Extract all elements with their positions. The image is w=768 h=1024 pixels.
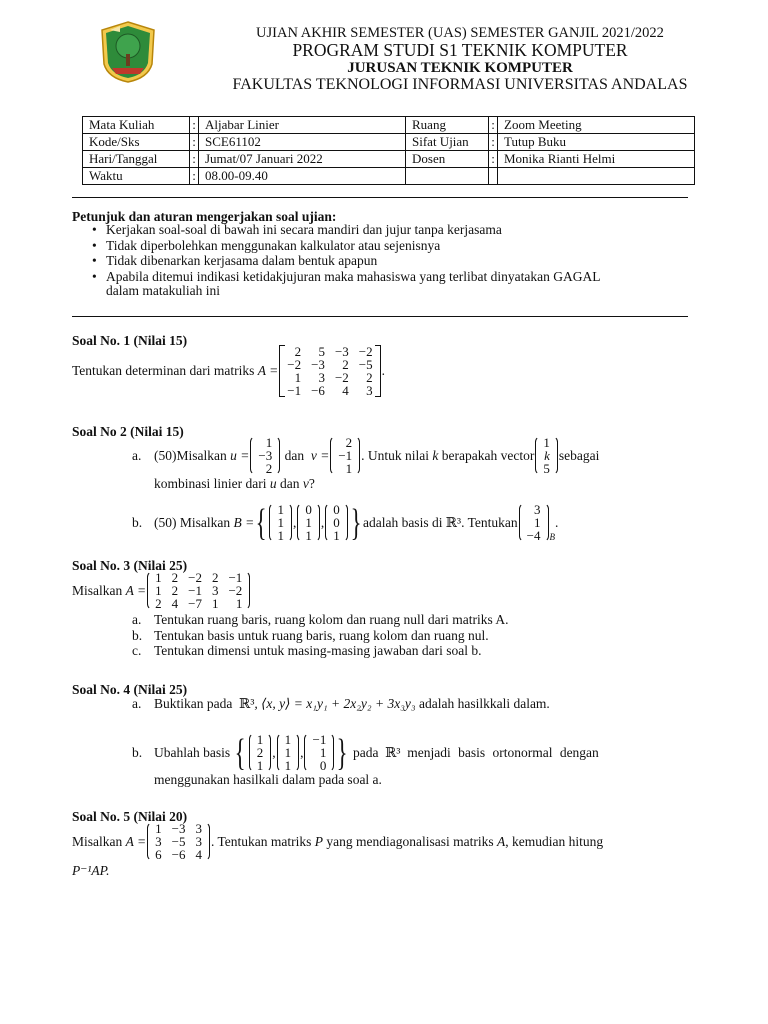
table-row (83, 134, 695, 151)
q3-item-text: Tentukan ruang baris, ruang kolom dan ruang null dari matriks A. (154, 612, 509, 627)
q4a-formula: , ⟨x, y⟩ = x₁y₁ + 2x₂y₂ + 3x₃y₃ (254, 696, 416, 711)
q2-u-var: u = (230, 447, 250, 463)
matrix-entry: 2 (342, 357, 349, 372)
q2-k: k (432, 447, 439, 463)
matrix-entry: −3 (171, 821, 186, 836)
info-value: Aljabar Linier (199, 117, 406, 134)
q4-R3: ℝ³ (239, 696, 255, 711)
vector-entry: 1 (543, 435, 550, 450)
vector-entry: −1 (338, 448, 353, 463)
vector-entry: 5 (543, 461, 550, 476)
matrix-entry: −6 (171, 847, 186, 862)
list-item: • Kerjakan soal-soal di bawah ini secara mandiri dan jujur tanpa kerjasama (92, 222, 601, 238)
matrix-entry: 2 (366, 370, 373, 385)
table-row (83, 168, 695, 185)
q2-b2 (297, 503, 320, 542)
rules-title: Petunjuk dan aturan mengerjakan soal ujian: (72, 209, 337, 224)
vector-entry: 1 (265, 435, 273, 450)
divider (72, 197, 688, 198)
course-info-table (82, 116, 695, 185)
program-title: PROGRAM STUDI S1 TEKNIK KOMPUTER (292, 40, 628, 60)
vector-entry: 1 (319, 745, 327, 760)
info-sep: : (489, 134, 498, 151)
q4a-label: a. (132, 696, 142, 711)
matrix-entry: 3 (155, 834, 162, 849)
info-value: Jumat/07 Januari 2022 (199, 151, 406, 168)
vector-entry: 0 (333, 502, 340, 517)
vector-entry: −4 (526, 528, 541, 543)
matrix-entry: −1 (188, 583, 202, 598)
info-sep: : (190, 134, 199, 151)
q3-item-label: b. (132, 627, 143, 643)
matrix-entry: 6 (155, 847, 162, 862)
matrix-entry: −1 (228, 570, 243, 585)
list-item: • Apabila ditemui indikasi ketidakjujuran maka mahasiswa yang terlibat dinyatakan GAGAL (92, 269, 601, 285)
matrix-entry: 1 (155, 821, 162, 836)
q1-end: . (381, 363, 385, 378)
q3-statement (72, 571, 251, 610)
table-row (83, 151, 695, 168)
exam-title: UJIAN AKHIR SEMESTER (UAS) SEMESTER GANJIL 2021/2022 (256, 25, 664, 41)
divider (72, 316, 688, 317)
info-sep: : (489, 151, 498, 168)
vector-entry: 1 (284, 732, 292, 747)
vector-entry: 2 (256, 745, 264, 760)
q2a-statement (132, 436, 599, 475)
matrix-entry: 2 (171, 570, 179, 585)
q2-b1 (269, 503, 292, 542)
matrix-entry: 2 (211, 570, 219, 585)
q4a-statement (132, 696, 550, 712)
faculty-title: FAKULTAS TEKNOLOGI INFORMASI UNIVERSITAS ANDALAS (232, 76, 688, 93)
q3-pre: Misalkan (72, 582, 123, 598)
right-brace: } (350, 501, 362, 544)
info-sep: : (190, 168, 199, 185)
vector-entry: 1 (333, 528, 340, 543)
matrix-entry: −6 (311, 383, 325, 398)
q2b-statement: b. (50) Misalkan B = { 1 1 1 , 0 1 1 , 0 0 1 } adalah basis di ℝ³ . Tentukan 3 1 −4 $_B$ . (132, 501, 559, 544)
matrix-entry: 4 (195, 847, 202, 862)
q2-title: Soal No 2 (Nilai 15) (72, 424, 184, 439)
q3-item-text: Tentukan dimensi untuk masing-masing jawaban dari soal b. (154, 643, 482, 659)
matrix-entry: 3 (318, 370, 325, 385)
right-brace: } (336, 731, 348, 774)
matrix-entry: 3 (195, 821, 202, 836)
q4b-post: pada (352, 744, 379, 760)
q4b-post2: menjadi basis ortonormal dengan (407, 744, 599, 760)
q4b-line2: menggunakan hasilkali dalam pada soal a. (154, 772, 382, 787)
info-sep: : (489, 117, 498, 134)
vector-entry: k (544, 448, 550, 463)
vector-entry: 2 (345, 435, 353, 450)
q4b-pre: Ubahlah basis (154, 744, 231, 760)
matrix-entry: 4 (171, 596, 179, 611)
vector-entry: 1 (534, 515, 541, 530)
vector-entry: 1 (277, 528, 284, 543)
q4-title: Soal No. 4 (Nilai 25) (72, 682, 188, 697)
q2-b3 (325, 503, 348, 542)
rules-continuation: dalam matakuliah ini (106, 283, 220, 298)
q3-matrix (147, 571, 250, 610)
q2-target-b (519, 503, 549, 542)
department-title: JURUSAN TEKNIK KOMPUTER (347, 60, 573, 76)
q2a-label: a. (132, 447, 142, 463)
q3-item-label: a. (132, 612, 142, 627)
matrix-entry: −5 (358, 357, 373, 372)
vector-entry: −1 (312, 732, 327, 747)
q2a-line2-text: kombinasi linier dari (154, 476, 267, 491)
matrix-entry: −2 (358, 344, 373, 359)
q5-line2: P⁻¹AP. (72, 863, 110, 878)
info-value: 08.00-09.40 (199, 168, 406, 185)
left-brace: { (235, 731, 247, 774)
q4-v1 (249, 733, 272, 772)
info-sep: : (190, 117, 199, 134)
vector-entry: 1 (277, 515, 284, 530)
vector-entry: 1 (256, 732, 264, 747)
vector-entry: 1 (256, 758, 264, 773)
q2-u-vector (250, 436, 280, 475)
matrix-entry: 1 (211, 596, 219, 611)
matrix-entry: −1 (287, 383, 302, 398)
info-value: Monika Rianti Helmi (498, 151, 695, 168)
info-label (406, 168, 489, 185)
q5-post2: yang mendiagonalisasi matriks (326, 833, 494, 849)
info-label: Hari/Tanggal (83, 151, 190, 168)
info-value: Tutup Buku (498, 134, 695, 151)
info-label: Ruang (406, 117, 489, 134)
q1-title: Soal No. 1 (Nilai 15) (72, 333, 188, 348)
matrix-entry: −5 (171, 834, 186, 849)
info-sep: : (190, 151, 199, 168)
q2-end: . (555, 514, 559, 530)
q5-post: . Tentukan matriks (210, 833, 312, 849)
matrix-entry: −2 (287, 357, 302, 372)
q2-q: ? (308, 476, 315, 491)
matrix-entry: 2 (294, 344, 302, 359)
q5-pre: Misalkan (72, 833, 123, 849)
q3-item-label: c. (132, 643, 142, 659)
q2b-label: b. (132, 514, 143, 530)
info-value: SCE61102 (199, 134, 406, 151)
info-label: Kode/Sks (83, 134, 190, 151)
q2b-post: adalah basis di (362, 514, 443, 530)
q2-sub: B (549, 532, 555, 542)
q1-text: Tentukan determinan dari matriks (72, 363, 255, 378)
vector-entry: 1 (305, 515, 312, 530)
q5-P: P (314, 833, 324, 849)
vector-entry: 1 (284, 758, 292, 773)
q2a-mid2: berapakah vector (441, 447, 535, 463)
matrix-entry: −2 (188, 570, 202, 585)
q2a-pre: (50)Misalkan (154, 447, 227, 463)
vector-entry: 0 (319, 758, 327, 773)
vector-entry: 0 (333, 515, 340, 530)
vector-entry: 2 (265, 461, 273, 476)
q2-v-vector (330, 436, 360, 475)
vector-entry: 3 (534, 502, 541, 517)
matrix-entry: 1 (294, 370, 302, 385)
list-item (132, 643, 508, 659)
q4-v2 (277, 733, 300, 772)
matrix-entry: 5 (318, 344, 325, 359)
matrix-entry: 1 (155, 570, 162, 585)
q5-title: Soal No. 5 (Nilai 20) (72, 809, 188, 824)
q5-post3: , kemudian hitung (505, 833, 604, 849)
q2-v-name: v (302, 476, 309, 491)
q3-var: A = (125, 582, 147, 598)
university-emblem-icon (100, 20, 156, 84)
vector-entry: −3 (258, 448, 273, 463)
matrix-entry: 1 (235, 596, 243, 611)
q1-matrix (279, 345, 380, 397)
q2a-post: sebagai (558, 447, 600, 463)
q2-dan: dan (284, 447, 305, 463)
q4a-pre: Buktikan pada (154, 696, 233, 711)
matrix-entry: −3 (334, 344, 349, 359)
matrix-entry: 3 (211, 583, 219, 598)
q3-title: Soal No. 3 (Nilai 25) (72, 558, 188, 573)
q2-R3: ℝ³ (445, 514, 462, 530)
vector-entry: 1 (277, 502, 284, 517)
matrix-entry: −3 (311, 357, 325, 372)
q4-R3-b: ℝ³ (385, 744, 401, 760)
info-label: Mata Kuliah (83, 117, 190, 134)
q2-v-var: v = (310, 447, 330, 463)
rules-list (92, 222, 601, 284)
matrix-entry: 3 (366, 383, 373, 398)
q2-target-vector (535, 436, 558, 475)
list-item (132, 612, 508, 628)
matrix-entry: 4 (342, 383, 349, 398)
info-value (498, 168, 695, 185)
q2b-pre: (50) Misalkan (154, 514, 231, 530)
table-row (83, 117, 695, 134)
matrix-entry: 3 (195, 834, 202, 849)
q5-matrix (147, 822, 210, 861)
q4a-post: adalah hasilkkali dalam. (415, 696, 550, 711)
info-sep (489, 168, 498, 185)
info-label: Waktu (83, 168, 190, 185)
q5-statement (72, 822, 603, 861)
vector-entry: 1 (305, 528, 312, 543)
list-item (132, 628, 508, 644)
vector-entry: 1 (345, 461, 353, 476)
q2a-mid: . Untuk nilai (361, 447, 430, 463)
q2b-post2: . Tentukan (461, 514, 518, 530)
q2-dan2: dan (279, 476, 300, 491)
vector-entry: 1 (284, 745, 292, 760)
vector-entry: 0 (305, 502, 312, 517)
matrix-entry: −2 (334, 370, 349, 385)
matrix-entry: −2 (228, 583, 243, 598)
left-brace: { (255, 501, 267, 544)
info-value: Zoom Meeting (498, 117, 695, 134)
q4-v3 (304, 733, 334, 772)
matrix-entry: 1 (155, 583, 162, 598)
q3-items (132, 612, 508, 659)
q1-var: A = (257, 363, 279, 378)
q2a-line2 (154, 476, 315, 492)
matrix-entry: −7 (188, 596, 202, 611)
info-label: Sifat Ujian (406, 134, 489, 151)
q5-A: A (496, 833, 506, 849)
list-item: • Tidak diperbolehkan menggunakan kalkulator atau sejenisnya (92, 238, 601, 254)
matrix-entry: 2 (171, 583, 179, 598)
q1-statement (72, 345, 385, 397)
q4b-statement: b. Ubahlah basis { 1 2 1 , 1 1 1 , −1 1 0 } pada ℝ³ menjadi basis ortonormal dengan (132, 731, 599, 774)
q5-var: A = (125, 833, 147, 849)
q2-B-var: B = (233, 514, 255, 530)
q2-u-name: u (269, 476, 277, 491)
info-label: Dosen (406, 151, 489, 168)
q3-item-text: Tentukan basis untuk ruang baris, ruang kolom dan ruang nul. (154, 627, 489, 643)
matrix-entry: 2 (155, 596, 162, 611)
q4b-label: b. (132, 744, 143, 760)
list-item: • Tidak dibenarkan kerjasama dalam bentuk apapun (92, 253, 601, 269)
